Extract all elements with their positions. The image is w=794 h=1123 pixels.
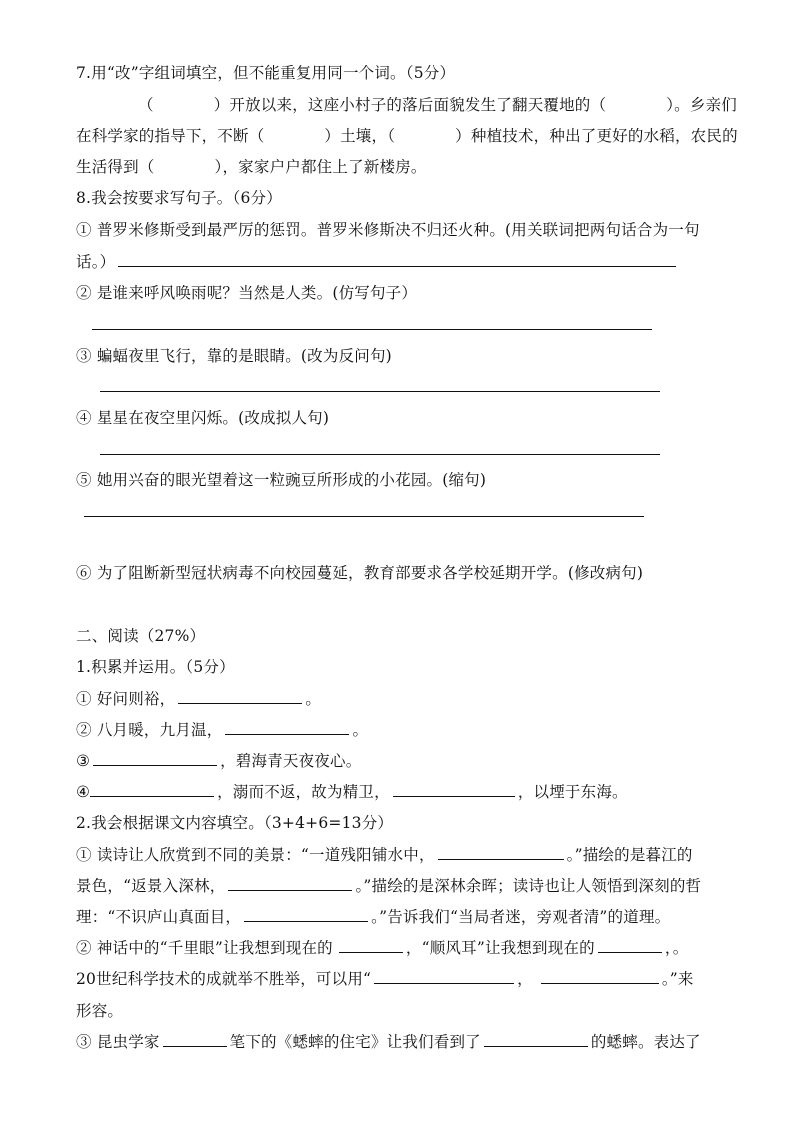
s2-q1-item-2 xyxy=(76,720,726,740)
q7-text: ），家家户户都住上了新楼房。 xyxy=(214,158,427,176)
s2-q2-text: 的蟋蟀。表达了 xyxy=(590,1033,701,1051)
s2-q2-line-4 xyxy=(76,938,726,958)
q8-title: 8.我会按要求写句子。（6分） xyxy=(76,189,282,207)
s2-q1-title: 1.积累并运用。（5分） xyxy=(76,658,235,676)
s2-q1-text: ④ xyxy=(76,783,91,801)
q8-item-2: ② 是谁来呼风唤雨呢？当然是人类。(仿写句子） xyxy=(76,284,418,302)
s2-q1-item-3 xyxy=(76,751,726,771)
q7-text: ）。乡亲们 xyxy=(666,96,737,114)
s2-q2-line-2 xyxy=(76,876,726,896)
q7-text: （ xyxy=(138,96,154,114)
q8-answer-line-1[interactable] xyxy=(118,266,676,267)
q8-item-1-cont: 话。） xyxy=(76,253,116,271)
s2-q1-text: ② 八月暖，九月温， xyxy=(76,721,223,739)
s2-q1-blank-3[interactable] xyxy=(93,751,217,766)
s2-q2-line-3 xyxy=(76,907,726,927)
q8-answer-line-2[interactable] xyxy=(92,329,652,330)
s2-q2-text: ③ 昆虫学家 xyxy=(76,1033,160,1051)
s2-q1-text: 。 xyxy=(305,690,322,708)
q7-text: ）土壤，（ xyxy=(324,127,396,145)
s2-q2-text: 。”描绘的是深林余晖；读诗也让人领悟到深刻的哲 xyxy=(355,877,702,895)
s2-q2-blank-9[interactable] xyxy=(484,1032,588,1047)
s2-q2-blank-4[interactable] xyxy=(339,938,403,953)
s2-q1-blank-2[interactable] xyxy=(225,720,349,735)
q8-item-1: ① 普罗米修斯受到最严厉的惩罚。普罗米修斯决不归还火种。(用关联词把两句话合为一句 xyxy=(76,221,700,239)
s2-q1-text: ③ xyxy=(76,752,91,770)
s2-q1-item-4 xyxy=(76,782,726,802)
q7-text: 在科学家的指导下，不断（ xyxy=(76,127,265,145)
s2-q2-line-1 xyxy=(76,845,726,865)
s2-q2-text: ② 神话中的“千里眼”让我想到现在的 xyxy=(76,939,333,957)
q7-line-3 xyxy=(76,157,726,177)
s2-q2-text: 。”告诉我们“当局者迷，旁观者清”的道理。 xyxy=(371,908,671,926)
s2-q1-item-1 xyxy=(76,689,726,709)
s2-q1-blank-1[interactable] xyxy=(178,689,302,704)
s2-q2-line-5 xyxy=(76,969,726,989)
q7-line-1 xyxy=(138,95,788,115)
s2-q1-text: 。 xyxy=(352,721,369,739)
s2-q2-blank-2[interactable] xyxy=(228,876,352,891)
s2-q2-text: 景色，“返景入深林， xyxy=(76,877,226,895)
q8-item-3: ③ 蝙蝠夜里飞行，靠的是眼睛。(改为反问句) xyxy=(76,347,392,365)
s2-q2-text: 理：“不识庐山真面目， xyxy=(76,908,242,926)
s2-q1-text: ，碧海青天夜夜心。 xyxy=(220,752,362,770)
s2-q2-text: 。”描绘的是暮江的 xyxy=(566,846,693,864)
s2-q2-blank-6[interactable] xyxy=(374,969,514,984)
s2-q2-text: ，“顺风耳”让我想到现在的 xyxy=(405,939,595,957)
s2-q2-blank-3[interactable] xyxy=(244,907,368,922)
s2-q2-blank-7[interactable] xyxy=(541,969,659,984)
section-2-title: 二、阅读（27%） xyxy=(76,627,206,645)
s2-q1-blank-4[interactable] xyxy=(90,782,214,797)
s2-q2-text: ，。 xyxy=(664,939,689,957)
q8-item-5: ⑤ 她用兴奋的眼光望着这一粒豌豆所形成的小花园。(缩句) xyxy=(76,471,487,489)
q7-title: 7.用“改”字组词填空，但不能重复用同一个词。（5分） xyxy=(76,64,456,82)
q7-text: ）种植技术，种出了更好的水稻，农民的 xyxy=(455,127,738,145)
q8-answer-line-3[interactable] xyxy=(100,391,660,392)
q8-answer-line-4[interactable] xyxy=(100,454,660,455)
q7-text: 生活得到（ xyxy=(76,158,155,176)
q8-item-6: ⑥ 为了阻断新型冠状病毒不向校园蔓延，教育部要求各学校延期开学。(修改病句) xyxy=(76,564,644,582)
s2-q2-text: ① 读诗让人欣赏到不同的美景：“一道残阳铺水中， xyxy=(76,846,435,864)
s2-q2-line-6: 形容。 xyxy=(76,1002,124,1020)
s2-q2-text: 。”来 xyxy=(661,970,694,988)
s2-q2-line-7 xyxy=(76,1032,726,1052)
s2-q1-text: ① 好问则裕， xyxy=(76,690,176,708)
s2-q1-text: ，以堙于东海。 xyxy=(517,783,628,801)
q8-answer-line-5[interactable] xyxy=(84,516,644,517)
s2-q2-blank-1[interactable] xyxy=(438,845,564,860)
q7-text: ）开放以来，这座小村子的落后面貌发生了翻天覆地的（ xyxy=(213,96,607,114)
s2-q2-blank-8[interactable] xyxy=(163,1032,227,1047)
s2-q1-blank-5[interactable] xyxy=(393,782,515,797)
q7-line-2 xyxy=(76,126,738,146)
q8-item-4: ④ 星星在夜空里闪烁。(改成拟人句) xyxy=(76,409,330,427)
s2-q2-text: 笔下的《蟋蟀的住宅》让我们看到了 xyxy=(229,1033,481,1051)
s2-q2-title: 2.我会根据课文内容填空。（3+4+6=13分） xyxy=(76,814,394,832)
s2-q2-blank-5[interactable] xyxy=(598,938,662,953)
s2-q2-text: 20世纪科学技术的成就举不胜举，可以用“ xyxy=(76,970,372,988)
s2-q2-text: ， xyxy=(517,970,533,988)
s2-q1-text: ，溺而不返，故为精卫， xyxy=(217,783,390,801)
